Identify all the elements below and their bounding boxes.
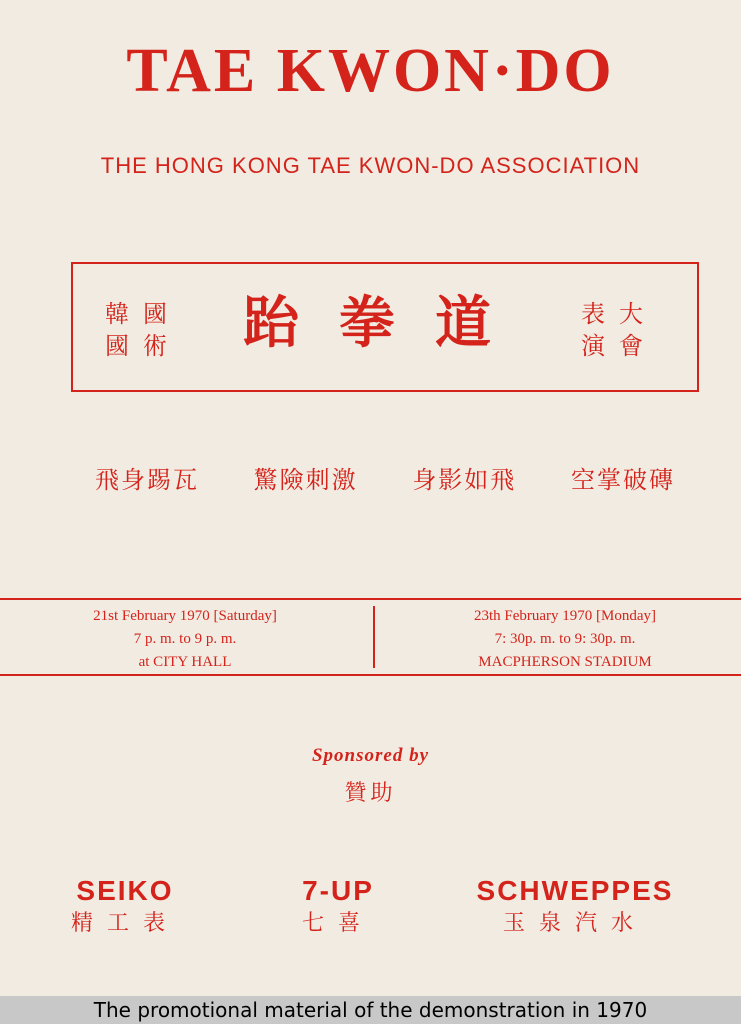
- event-time: 7 p. m. to 9 p. m.: [133, 631, 237, 647]
- sponsored-by-chinese: 贊助: [344, 781, 397, 806]
- event-macpherson-stadium: [400, 605, 730, 674]
- association-name: THE HONG KONG TAE KWON-DO ASSOCIATION: [100, 153, 641, 178]
- event-venue: at CITY HALL: [138, 654, 232, 670]
- slogan: 飛身踢瓦: [95, 466, 199, 494]
- sponsor-name-chinese: 七喜: [301, 911, 374, 936]
- poster-title: TAE KWON·DO: [126, 37, 615, 105]
- sponsored-by-label: Sponsored by: [311, 745, 430, 766]
- sponsor-name: 7-UP: [302, 875, 374, 906]
- image-caption: The promotional material of the demonstration in 1970: [0, 996, 741, 1024]
- sponsor-schweppes: [455, 875, 695, 939]
- sponsor-name-chinese: 精工表: [70, 911, 179, 936]
- slogan-row: [95, 460, 675, 495]
- sponsor-name: SCHWEPPES: [476, 875, 674, 906]
- sponsor-7up: [278, 875, 398, 939]
- column-divider: [373, 606, 375, 668]
- event-city-hall: [20, 605, 350, 674]
- event-date: 21st February 1970 [Saturday]: [93, 608, 277, 624]
- event-time: 7: 30p. m. to 9: 30p. m.: [494, 631, 636, 647]
- box-left-text: 韓國 國術: [105, 300, 181, 360]
- event-date: 23th February 1970 [Monday]: [473, 608, 657, 624]
- box-main-characters: 跆拳道: [243, 291, 531, 356]
- slogan: 驚險刺激: [253, 466, 358, 494]
- slogan: 身影如飛: [412, 466, 517, 494]
- sponsor-name: SEIKO: [76, 875, 174, 906]
- sponsor-seiko: [40, 875, 210, 939]
- sponsor-name-chinese: 玉泉汽水: [502, 911, 647, 936]
- box-right-text: 表大 演會: [581, 300, 657, 360]
- headline-box: [71, 262, 699, 392]
- event-venue: MACPHERSON STADIUM: [478, 654, 652, 670]
- slogan: 空掌破磚: [570, 466, 675, 494]
- event-dates-band: [0, 598, 741, 676]
